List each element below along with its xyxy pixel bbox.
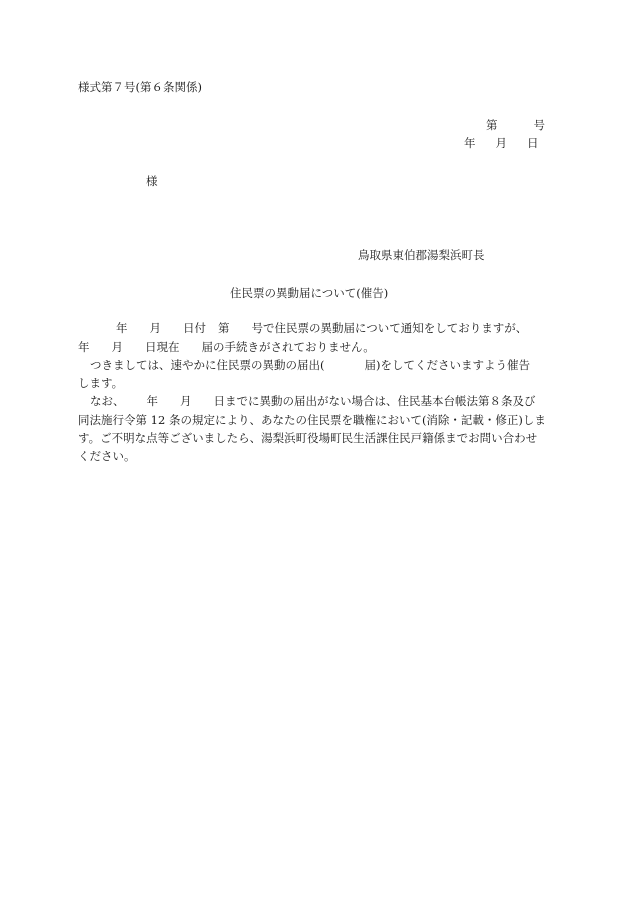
document-number-suffix: 号 (533, 118, 545, 132)
body-line-year: 年 (116, 321, 128, 335)
body-line-text: 届の手続きがされておりません。 (201, 340, 375, 354)
recipient-honorific: 様 (146, 174, 158, 188)
body-line-month: 月 (111, 340, 123, 354)
body-line-number-prefix: 第 (218, 321, 230, 335)
document-number-prefix: 第 (486, 118, 498, 132)
body-line-text-end: 届)をしてくださいますよう催告 (364, 358, 530, 372)
body-line: します。 (78, 376, 124, 390)
body-line-as-of: 日現在 (145, 340, 180, 354)
body-line-year: 年 (146, 394, 158, 408)
form-number: 様式第７号(第６条関係) (78, 80, 202, 94)
issue-date-day: 日 (527, 136, 539, 150)
body-line: 同法施行令第 12 条の規定により、あなたの住民票を職権において(消除・記載・修正)しま (78, 413, 546, 427)
body-line-text: つきましては、速やかに住民票の異動の届出( (90, 358, 325, 372)
issue-date-year: 年 (464, 136, 476, 150)
issuer-name: 鳥取県東伯郡湯梨浜町長 (358, 248, 485, 262)
body-line: す。ご不明な点等ございましたら、湯梨浜町役場町民生活課住民戸籍係までお問い合わせ (78, 431, 538, 445)
document-number (486, 120, 545, 132)
body-line-text: 号で住民票の異動届について通知をしておりますが、 (251, 321, 528, 335)
body-line-prefix: なお、 (90, 394, 125, 408)
body-line-month: 月 (180, 394, 192, 408)
body-line-day-date: 日付 (183, 321, 206, 335)
body-line-text: 日までに異動の届出がない場合は、住民基本台帳法第８条及び (213, 394, 536, 408)
issue-date-month: 月 (495, 136, 507, 150)
body-line (78, 396, 536, 408)
body-line: ください。 (78, 449, 136, 463)
body-line (78, 323, 527, 335)
document-title: 住民票の異動届について(催告) (230, 286, 389, 300)
body-line (78, 360, 530, 372)
body-line (78, 342, 375, 354)
body-line-month: 月 (149, 321, 161, 335)
issue-date (464, 138, 539, 150)
body-line-year: 年 (78, 340, 90, 354)
